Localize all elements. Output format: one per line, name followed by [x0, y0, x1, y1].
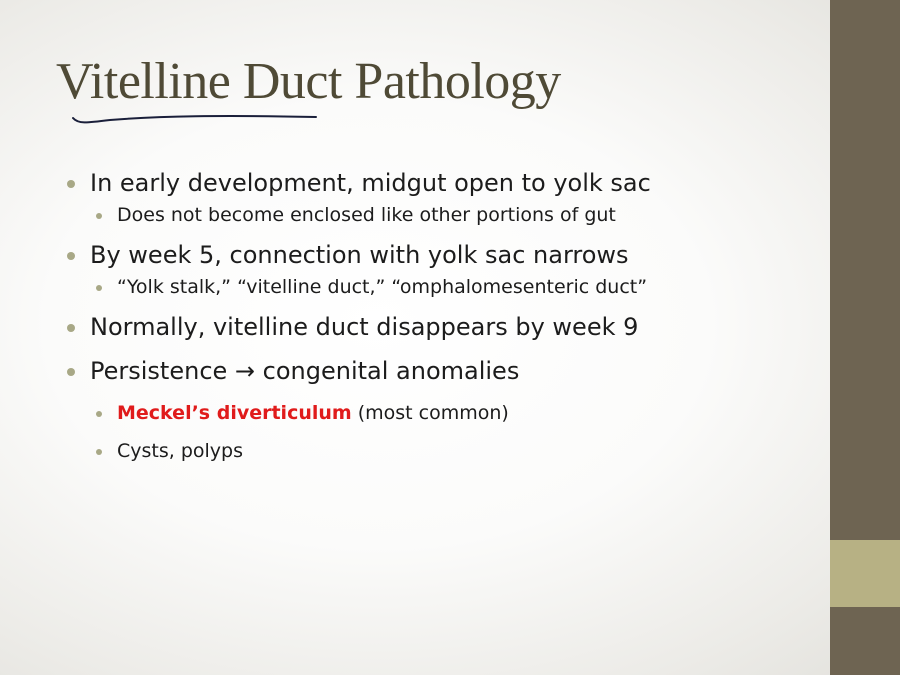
bullet-dot-icon	[96, 213, 102, 219]
sub-bullet-text: Does not become enclosed like other portions of gut	[117, 204, 616, 226]
bullet-dot-icon	[67, 368, 75, 376]
highlighted-term: Meckel’s diverticulum	[117, 402, 352, 424]
bullet-dot-icon	[96, 285, 102, 291]
bullet-item	[62, 238, 822, 272]
bullet-item	[62, 354, 822, 388]
sub-bullet-text: “Yolk stalk,” “vitelline duct,” “omphalomesenteric duct”	[117, 276, 648, 298]
sidebar-accent-block	[830, 540, 900, 607]
bullet-item	[62, 310, 822, 344]
sub-bullet-item	[62, 398, 822, 428]
bullet-dot-icon	[96, 411, 102, 417]
bullet-text: Persistence → congenital anomalies	[90, 357, 520, 385]
bullet-text: By week 5, connection with yolk sac narrows	[90, 241, 629, 269]
bullet-text: Normally, vitelline duct disappears by week 9	[90, 313, 639, 341]
bullet-dot-icon	[96, 449, 102, 455]
bullet-list	[62, 166, 822, 466]
bullet-item	[62, 166, 822, 200]
bullet-dot-icon	[67, 324, 75, 332]
sub-bullet-item	[62, 436, 822, 466]
bullet-dot-icon	[67, 180, 75, 188]
slide-title: Vitelline Duct Pathology	[56, 53, 561, 110]
sub-bullet-text: Cysts, polyps	[117, 440, 244, 462]
sub-bullet-text: (most common)	[351, 402, 509, 424]
sub-bullet-item	[62, 200, 822, 230]
sub-bullet-item	[62, 272, 822, 302]
ink-underline-annotation	[70, 110, 320, 130]
bullet-text: In early development, midgut open to yolk sac	[90, 169, 651, 197]
bullet-dot-icon	[67, 252, 75, 260]
